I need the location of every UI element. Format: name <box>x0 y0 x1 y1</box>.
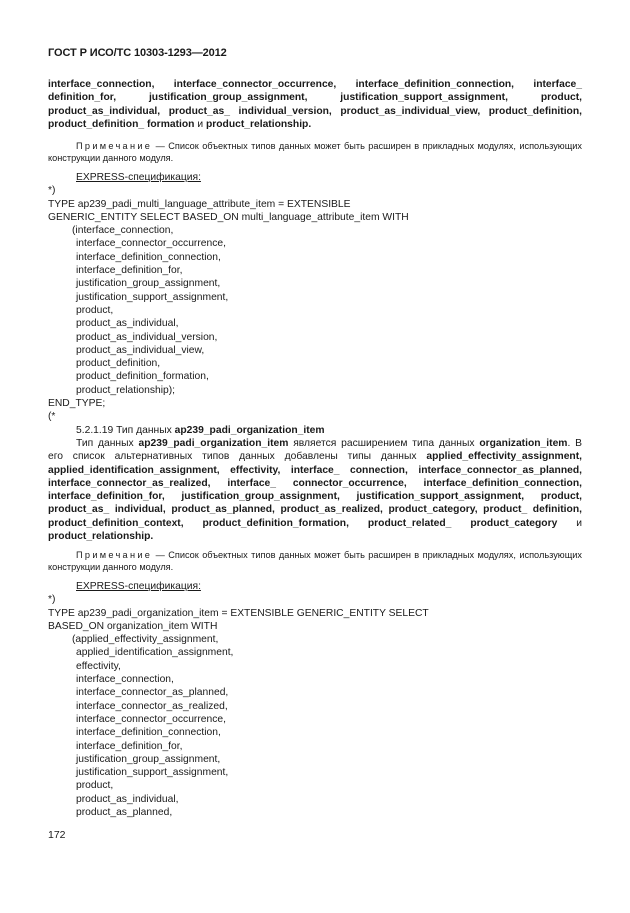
section-paragraph <box>48 437 582 543</box>
express-type-line-1a: TYPE ap239_padi_multi_language_attribute_item = EXTENSIBLE <box>48 198 351 210</box>
express-item: interface_connector_as_planned, <box>76 687 229 699</box>
express-item: product_definition_formation, <box>76 371 209 383</box>
express-item: interface_connector_occurrence, <box>76 238 226 250</box>
section-heading <box>48 424 582 437</box>
express-type-line-2b: BASED_ON organization_item WITH <box>48 620 218 632</box>
section-text-a: Тип данных <box>76 438 139 449</box>
note-1-text: — Список объектных типов данных может быть расширен в прикладных модулях, использующих конструкции данного модуля. <box>48 141 582 163</box>
section-base-type: organization_item <box>479 438 568 449</box>
express-item: justification_support_assignment, <box>76 767 229 779</box>
express-item: product_definition, <box>76 358 161 370</box>
section-last-type: product_relationship. <box>48 531 154 543</box>
express-spec-2 <box>48 580 582 819</box>
express-close-1: (* <box>48 411 56 423</box>
express-item: product_relationship); <box>76 384 176 396</box>
express-label-2: EXPRESS-спецификация: <box>76 581 201 592</box>
section-conjunction: и <box>557 517 582 529</box>
section-added-types: applied_effectivity_assignment, applied_identification_assignment, effectivity, interface_ connection, interface_connector_as_planned, interface_connector_as_realized, interface_ connector_occurrence, interface_definition_connection, interface_definition_for, justification_group_assignment, justification_support_assignment, product, product_as_ individual, product_as_planned, product_as_realized, product_category, product_ definition, product_definition_context, product_definition_formation, product_related_ product_category <box>48 451 582 529</box>
express-item: justification_support_assignment, <box>76 291 229 303</box>
express-item: product_as_individual_version, <box>76 331 218 343</box>
note-2-label: Примечание <box>76 550 153 560</box>
section-text-b: является расширением типа данных <box>288 438 480 449</box>
intro-conjunction: и <box>194 118 206 130</box>
express-item: effectivity, <box>76 660 121 672</box>
express-end-1: END_TYPE; <box>48 398 106 410</box>
express-item: product, <box>76 780 114 792</box>
express-label-1: EXPRESS-спецификация: <box>76 172 201 183</box>
intro-last-entity: product_relationship. <box>205 118 312 130</box>
express-item: interface_definition_for, <box>76 740 183 752</box>
express-open-1: *) <box>48 185 56 197</box>
express-item: interface_connector_occurrence, <box>76 713 226 725</box>
express-type-line-2a: TYPE ap239_padi_organization_item = EXTENSIBLE GENERIC_ENTITY SELECT <box>48 607 429 619</box>
express-item: (applied_effectivity_assignment, <box>72 634 219 646</box>
express-item: product, <box>76 304 114 316</box>
express-item: interface_definition_connection, <box>76 251 221 263</box>
express-item: product_as_individual, <box>76 793 179 805</box>
express-type-line-1b: GENERIC_ENTITY SELECT BASED_ON multi_language_attribute_item WITH <box>48 211 409 223</box>
express-item: (interface_connection, <box>72 225 174 237</box>
section-text-c: . В его список альтернативных типов данных добавлены типы данных <box>48 438 582 463</box>
express-open-2: *) <box>48 594 56 606</box>
note-2-text: — Список объектных типов данных может быть расширен в прикладных модулях, использующих конструкции данного модуля. <box>48 550 582 572</box>
section-type-name: ap239_padi_organization_item <box>174 425 325 436</box>
express-item: product_as_planned, <box>76 807 173 819</box>
intro-entity-list: interface_connection, interface_connector_occurrence, interface_definition_connection, interface_ definition_for, justification_group_assignment, justification_support_assignment, product, product_as_individual, product_as_ individual_version, product_as_individual_view, product_definition, product_definition_ formation <box>48 79 582 130</box>
note-2 <box>48 549 582 573</box>
page-header: ГОСТ Р ИСО/ТС 10303-1293—2012 <box>48 47 227 59</box>
express-item: interface_connector_as_realized, <box>76 700 228 712</box>
section-number: 5.2.1.19 Тип данных <box>76 425 175 436</box>
express-item: interface_connection, <box>76 674 174 686</box>
express-item: product_as_individual, <box>76 318 179 330</box>
note-1 <box>48 140 582 164</box>
intro-paragraph <box>48 78 582 131</box>
express-item: applied_identification_assignment, <box>76 647 234 659</box>
express-item: interface_definition_for, <box>76 265 183 277</box>
express-spec-1 <box>48 171 582 424</box>
express-item: interface_definition_connection, <box>76 727 221 739</box>
express-item: product_as_individual_view, <box>76 344 205 356</box>
note-1-label: Примечание <box>76 141 153 151</box>
express-item: justification_group_assignment, <box>76 278 221 290</box>
express-item: justification_group_assignment, <box>76 753 221 765</box>
section-type-name-ref: ap239_padi_organization_item <box>138 438 289 449</box>
page-number: 172 <box>48 829 66 841</box>
